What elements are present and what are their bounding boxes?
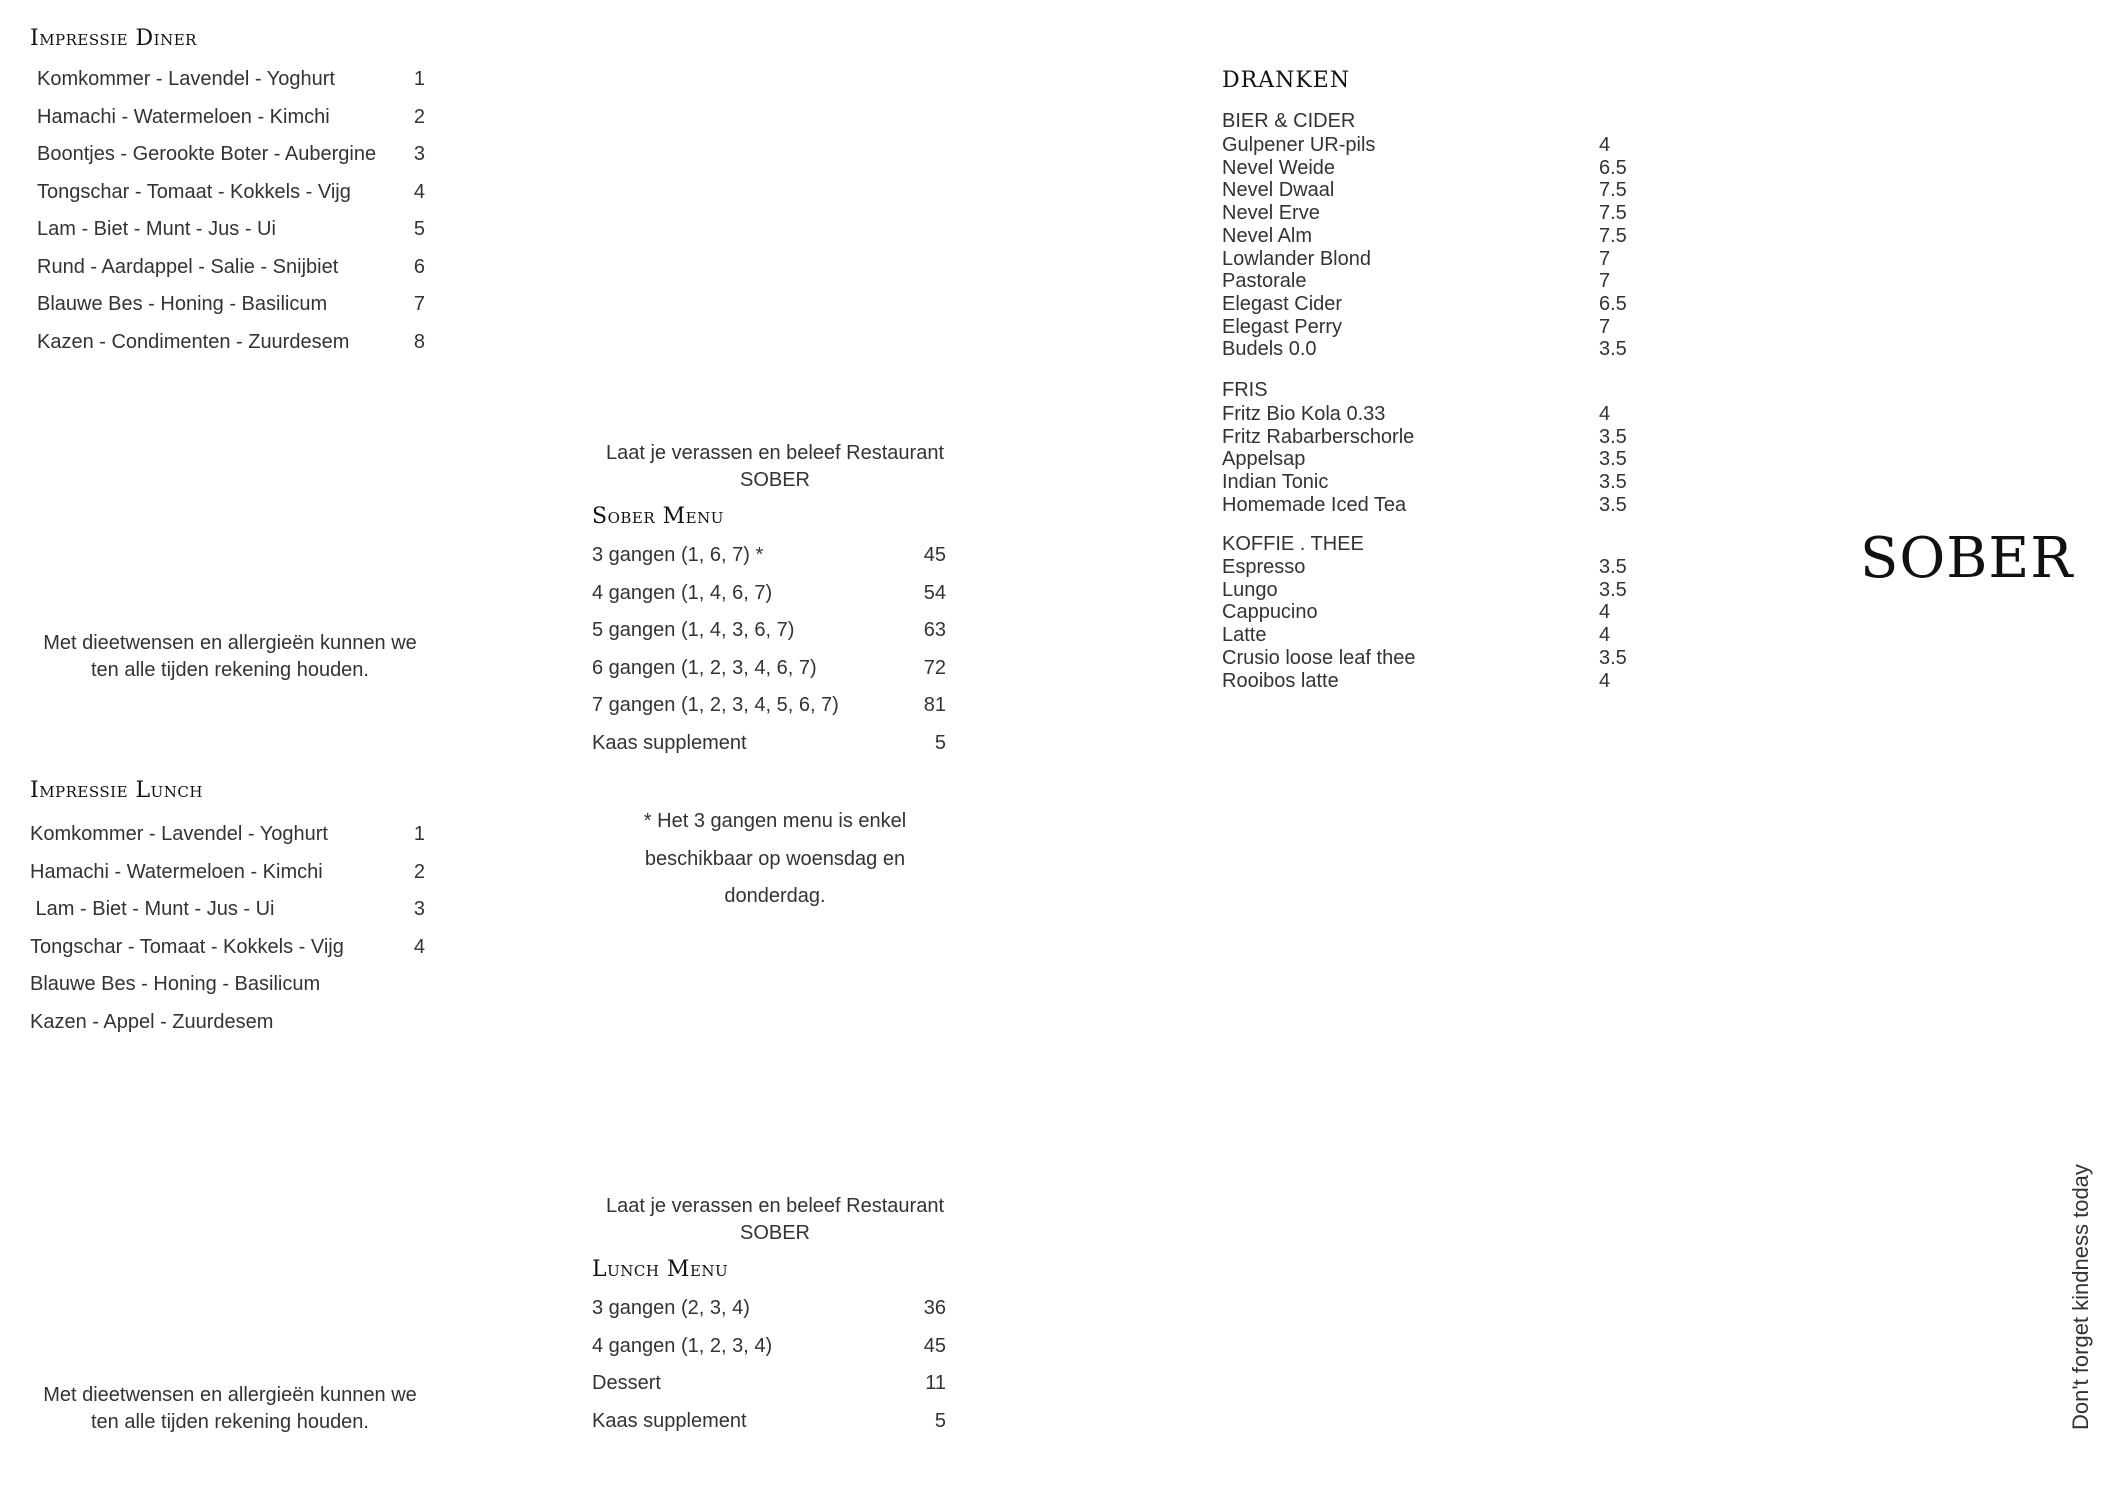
lunch-item [30, 936, 425, 959]
sober-menu-intro [575, 440, 975, 494]
diet-note-line: Met dieetwensen en allergieën kunnen we [43, 632, 417, 654]
drink-price: 7 [1599, 315, 1611, 338]
lunch-menu-item [592, 1335, 946, 1358]
drink-item [1222, 494, 1627, 517]
menu-item-price: 5 [934, 732, 946, 754]
diet-note-line: ten alle tijden rekening houden. [91, 1411, 369, 1433]
diner-item-name: Kazen - Condimenten - Zuurdesem [37, 331, 350, 353]
diner-item-name: Rund - Aardappel - Salie - Snijbiet [37, 256, 339, 278]
diner-item [37, 181, 425, 204]
lunch-menu-item [592, 1410, 946, 1433]
drink-item [1222, 670, 1627, 693]
drinks-list-soft [1222, 403, 1627, 517]
diner-item [37, 331, 425, 354]
menu-item-price: 11 [925, 1372, 946, 1394]
lunch-item-name: Tongschar - Tomaat - Kokkels - Vijg [30, 936, 344, 958]
drink-price: 4 [1599, 601, 1611, 624]
drink-name: Indian Tonic [1222, 471, 1329, 494]
drink-name: Latte [1222, 624, 1267, 647]
lunch-item-name: Komkommer - Lavendel - Yoghurt [30, 823, 328, 845]
menu-item-name: 4 gangen (1, 2, 3, 4) [592, 1335, 773, 1357]
sober-menu-item [592, 544, 946, 567]
drink-name: Appelsap [1222, 448, 1306, 471]
sober-menu-item [592, 732, 946, 755]
drinks-title: DRANKEN [1222, 68, 1351, 93]
drink-price: 7 [1599, 247, 1611, 270]
lunch-item-number: 3 [413, 898, 425, 920]
drink-name: Rooibos latte [1222, 669, 1339, 692]
sober-menu-item [592, 694, 946, 717]
drinks-list-beer [1222, 134, 1627, 361]
lunch-item-name: Hamachi - Watermeloen - Kimchi [30, 861, 323, 883]
intro-line: Laat je verassen en beleef Restaurant [606, 442, 944, 464]
drink-name: Gulpener UR-pils [1222, 134, 1376, 156]
footnote-line: beschikbaar op woensdag en [644, 847, 906, 870]
drink-item [1222, 179, 1627, 202]
sober-menu-item [592, 657, 946, 680]
sober-logo: SOBER [1860, 526, 2074, 591]
drink-price: 4 [1599, 403, 1611, 425]
lunch-item [30, 861, 425, 884]
drink-item [1222, 316, 1627, 339]
menu-item-name: 7 gangen (1, 2, 3, 4, 5, 6, 7) [592, 694, 839, 716]
drink-item [1222, 157, 1627, 180]
lunch-item-number: 1 [413, 823, 425, 845]
sober-menu-item [592, 582, 946, 605]
diner-item-number: 7 [413, 293, 425, 315]
drink-item [1222, 293, 1627, 316]
diner-item-number: 2 [413, 106, 425, 128]
drink-item [1222, 601, 1627, 624]
sober-menu-footnote [575, 803, 975, 916]
lunch-item [30, 898, 425, 921]
diner-item [37, 68, 425, 91]
diner-item [37, 256, 425, 279]
drink-name: Cappucino [1222, 601, 1318, 624]
drink-item [1222, 624, 1627, 647]
drink-item [1222, 202, 1627, 225]
drink-item [1222, 134, 1627, 157]
diner-item-number: 8 [413, 331, 425, 353]
intro-line: Laat je verassen en beleef Restaurant [606, 1195, 944, 1217]
intro-line: SOBER [739, 469, 811, 491]
drinks-category-beer: BIER & CIDER [1222, 110, 1356, 132]
drink-price: 4 [1599, 624, 1611, 647]
tagline-vertical: Don't forget kindness today [2068, 1164, 2093, 1430]
drink-price: 3.5 [1599, 338, 1627, 361]
drink-name: Pastorale [1222, 270, 1307, 293]
lunch-item-name: Lam - Biet - Munt - Jus - Ui [30, 898, 275, 920]
drink-price: 7.5 [1599, 179, 1627, 202]
drink-item [1222, 647, 1627, 670]
footnote-line: donderdag. [724, 885, 826, 907]
drinks-category-soft: FRIS [1222, 379, 1268, 401]
drink-price: 4 [1599, 669, 1611, 692]
diner-item-number: 6 [413, 256, 425, 278]
menu-item-price: 45 [923, 544, 946, 566]
diner-title: Impressie Diner [30, 26, 197, 51]
drink-name: Nevel Alm [1222, 224, 1313, 247]
drink-name: Nevel Erve [1222, 202, 1320, 225]
sober-menu-title: Sober Menu [592, 504, 724, 529]
diner-item-name: Blauwe Bes - Honing - Basilicum [37, 293, 328, 315]
menu-item-name: 3 gangen (1, 6, 7) * [592, 544, 764, 566]
diner-item-number: 1 [413, 68, 425, 90]
drink-name: Fritz Bio Kola 0.33 [1222, 403, 1386, 425]
drink-item [1222, 471, 1627, 494]
drink-price: 3.5 [1599, 556, 1627, 578]
drink-item [1222, 403, 1627, 426]
drink-item [1222, 338, 1627, 361]
drinks-category-coffee: KOFFIE . THEE [1222, 533, 1364, 555]
diner-item-name: Hamachi - Watermeloen - Kimchi [37, 106, 330, 128]
lunch-menu-item [592, 1297, 946, 1320]
drinks-list-coffee [1222, 556, 1627, 692]
drink-item [1222, 248, 1627, 271]
menu-item-name: 4 gangen (1, 4, 6, 7) [592, 582, 773, 604]
drink-name: Lowlander Blond [1222, 247, 1371, 270]
drink-price: 3.5 [1599, 448, 1627, 471]
lunch-title: Impressie Lunch [30, 778, 203, 803]
drink-price: 6.5 [1599, 156, 1627, 179]
menu-item-price: 54 [923, 582, 946, 604]
drink-item [1222, 426, 1627, 449]
menu-item-price: 45 [923, 1335, 946, 1357]
drink-name: Budels 0.0 [1222, 338, 1317, 361]
drink-price: 3.5 [1599, 646, 1627, 669]
lunch-item [30, 1011, 425, 1034]
diner-item-number: 5 [413, 218, 425, 240]
intro-line: SOBER [739, 1222, 811, 1244]
diet-note-line: ten alle tijden rekening houden. [91, 659, 369, 681]
menu-item-price: 5 [934, 1410, 946, 1432]
drink-name: Homemade Iced Tea [1222, 493, 1407, 516]
drink-price: 7.5 [1599, 224, 1627, 247]
diner-item-name: Boontjes - Gerookte Boter - Aubergine [37, 143, 377, 165]
drink-name: Fritz Rabarberschorle [1222, 425, 1415, 448]
drink-item [1222, 579, 1627, 602]
lunch-menu-intro [575, 1193, 975, 1247]
drink-price: 4 [1599, 134, 1611, 156]
drink-item [1222, 270, 1627, 293]
drink-name: Nevel Dwaal [1222, 179, 1335, 202]
menu-item-name: 6 gangen (1, 2, 3, 4, 6, 7) [592, 657, 817, 679]
drink-price: 3.5 [1599, 471, 1627, 494]
drink-price: 6.5 [1599, 292, 1627, 315]
menu-item-name: Kaas supplement [592, 732, 747, 754]
drink-item [1222, 225, 1627, 248]
drink-price: 3.5 [1599, 493, 1627, 516]
drink-name: Nevel Weide [1222, 156, 1336, 179]
diner-item-name: Lam - Biet - Munt - Jus - Ui [37, 218, 276, 240]
drink-name: Elegast Cider [1222, 292, 1343, 315]
diner-item-name: Tongschar - Tomaat - Kokkels - Vijg [37, 181, 351, 203]
lunch-diet-note [30, 1382, 430, 1436]
diner-item-name: Komkommer - Lavendel - Yoghurt [37, 68, 335, 90]
footnote-line: * Het 3 gangen menu is enkel [643, 810, 907, 832]
menu-item-price: 63 [923, 619, 946, 641]
drink-item [1222, 448, 1627, 471]
diner-item-number: 4 [413, 181, 425, 203]
diner-item [37, 106, 425, 129]
lunch-item-name: Kazen - Appel - Zuurdesem [30, 1011, 274, 1033]
lunch-menu-item [592, 1372, 946, 1395]
drink-price: 7.5 [1599, 202, 1627, 225]
diner-item [37, 218, 425, 241]
lunch-item-name: Blauwe Bes - Honing - Basilicum [30, 973, 321, 995]
drink-name: Espresso [1222, 556, 1306, 578]
menu-item-price: 36 [923, 1297, 946, 1319]
diet-note-line: Met dieetwensen en allergieën kunnen we [43, 1384, 417, 1406]
diner-diet-note [30, 630, 430, 684]
lunch-item [30, 823, 425, 846]
drink-price: 7 [1599, 270, 1611, 293]
drink-price: 3.5 [1599, 578, 1627, 601]
lunch-item-number: 2 [413, 861, 425, 883]
diner-item-number: 3 [413, 143, 425, 165]
menu-item-name: Dessert [592, 1372, 661, 1394]
menu-item-name: 5 gangen (1, 4, 3, 6, 7) [592, 619, 795, 641]
menu-item-name: 3 gangen (2, 3, 4) [592, 1297, 750, 1319]
drink-name: Elegast Perry [1222, 315, 1343, 338]
lunch-menu-title: Lunch Menu [592, 1257, 729, 1282]
menu-item-price: 81 [923, 694, 946, 716]
menu-item-price: 72 [923, 657, 946, 679]
diner-item [37, 293, 425, 316]
drink-item [1222, 556, 1627, 579]
lunch-item [30, 973, 425, 996]
drink-name: Crusio loose leaf thee [1222, 646, 1416, 669]
menu-item-name: Kaas supplement [592, 1410, 747, 1432]
diner-item [37, 143, 425, 166]
drink-price: 3.5 [1599, 425, 1627, 448]
sober-menu-item [592, 619, 946, 642]
lunch-item-number: 4 [413, 936, 425, 958]
drink-name: Lungo [1222, 578, 1278, 601]
